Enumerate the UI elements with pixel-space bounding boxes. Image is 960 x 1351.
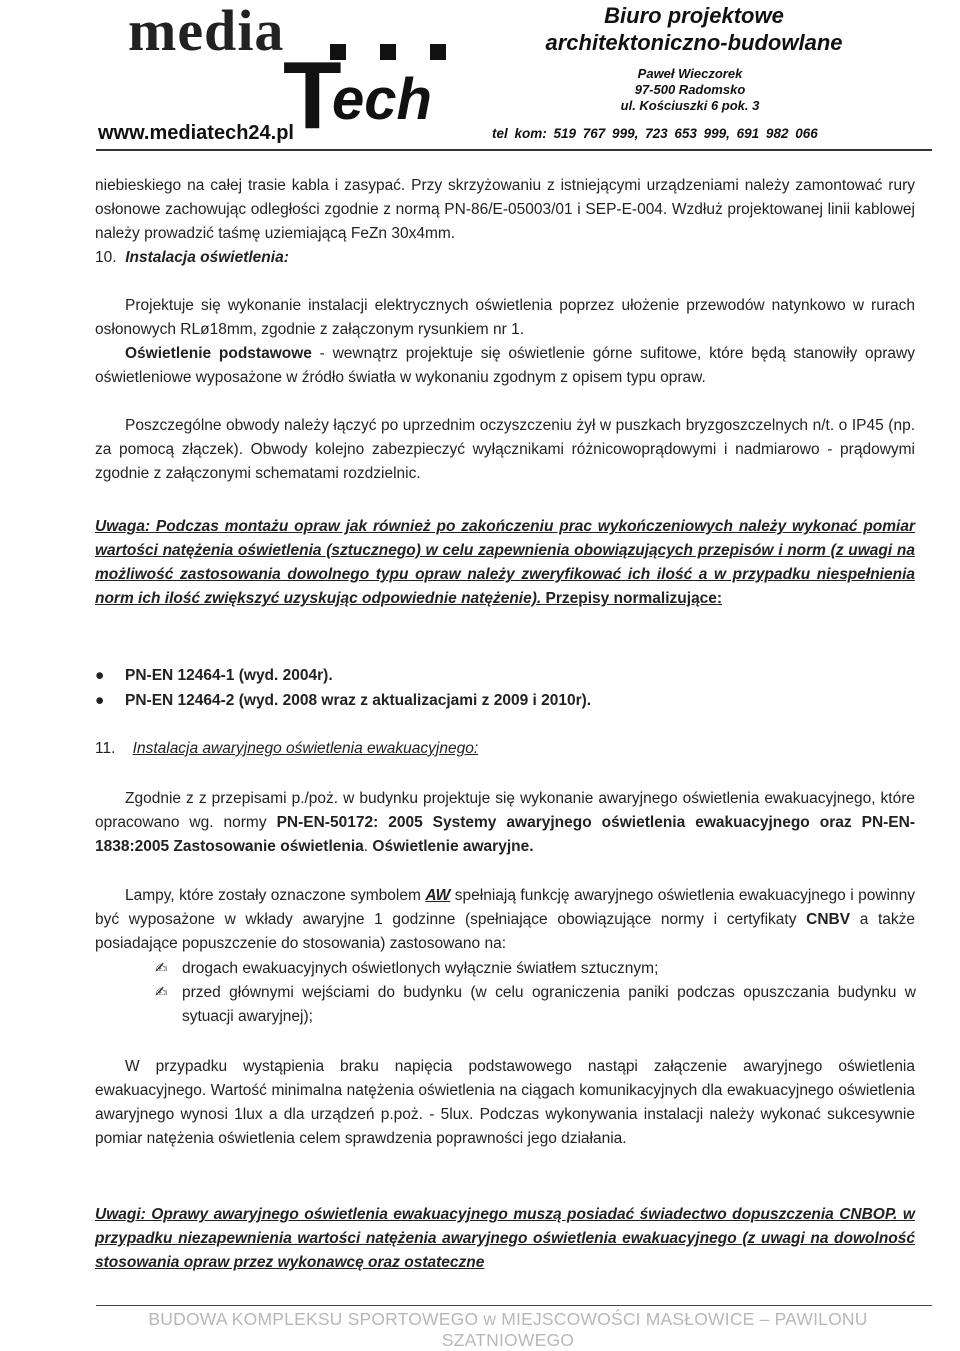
header-divider	[96, 149, 932, 151]
logo-dots	[330, 44, 480, 65]
checkmark-icon: ✍	[155, 960, 168, 977]
section-10-basic-lighting: Oświetlenie podstawowe - wewnątrz projektuje się oświetlenie górne sufitowe, które będą stanowiły oprawy oświetleniowe wyposażone w źródło światła w wykonaniu zgodnym z opisem typu opraw.	[95, 345, 915, 386]
footer-divider	[96, 1305, 932, 1306]
section-10-circuits: Poszczególne obwody należy łączyć po uprzednim oczyszczeniu żył w puszkach bryzgoszczelnych n/t. o IP45 (np. za pomocą złączek). Obwody kolejno zabezpieczyć wyłącznikami różnicowoprądowymi i nadmiarowo - prądowymi zgodnie z załączonymi schematami rozdzielnic.	[95, 417, 915, 482]
section-11-intro: Zgodnie z z przepisami p./poż. w budynku projektuje się wykonanie awaryjnego oświetlenia ewakuacyjnego, które opracowano wg. normy PN-EN-50172: 2005 Systemy awaryjnego oświetlenia ewakuacyjnego oraz PN-EN-1838:2005 Zastosowanie oświetlenia. Oświetlenie awaryjne.	[95, 790, 915, 855]
document-page: media T ech www.mediatech24.pl Biuro projektowe architektoniczno-budowlane Paweł Wieczorek 97-500 Radomsko ul. Kościuszki 6 pok. 3 tel kom: 519 767 999, 723 653 999, 691 982 066 niebieskiego na całej trasie kabla i zasypać. Przy skrzyżowaniu z istniejącymi urządzeniami należy zamontować rury osłonowe zachowując odległości zgodnie z normą PN-86/E-05003/01 i SEP-E-004. Wzdłuż projektowanej linii kablowej należy prowadzić taśmę uziemiającą FeZn 30x4mm. 10. Instalacja oświetlenia: Projektuje się wykonanie instalacji elektrycznych oświetlenia poprzez ułożenie przewodów natynkowo w rurach osłonowych RLø18mm, zgodnie z załączonym rysunkiem nr 1. Oświetlenie podstawowe - wewnątrz projektuje się oświetlenie górne sufitowe, które będą stanowiły oprawy oświetleniowe wyposażone w źródło światła w wykonaniu zgodnym z opisem typu opraw. Poszczególne obwody należy łączyć po uprzednim oczyszczeniu żył w puszkach bryzgoszczelnych n/t. o IP45 (np. za pomocą złączek). Obwody kolejno zabezpieczyć wyłącznikami różnicowoprądowymi i nadmiarowo - prądowymi zgodnie z załączonymi schematami rozdzielnic. Uwaga: Podczas montażu opraw jak również po zakończeniu prac wykończeniowych należy wykonać pomiar wartości natężenia oświetlenia (sztucznego) w celu zapewnienia obowiązujących przepisów i norm (z uwagi na możliwość zastosowania dowolnego typu opraw należy zweryfikować ich ilość a w przypadku niespełnienia norm ich ilość zwiększyć uzyskując odpowiednie natężenie). Przepisy normalizujące: ● PN-EN 12464-1 (wyd. 2004r). ● PN-EN 12464-2 (wyd. 2008 wraz z aktualizacjami z 2009 i 2010r). 11. Instalacja awaryjnego oświetlenia ewakuacyjnego: Zgodnie z z przepisami p./poż. w budynku projektuje się wykonanie awaryjnego oświetlenia ewakuacyjnego, które opracowano wg. normy PN-EN-50172: 2005 Systemy awaryjnego oświetlenia ewakuacyjnego oraz PN-EN-1838:2005 Zastosowanie oświetlenia. Oświetlenie awaryjne. Lampy, które zostały oznaczone symbolem AW spełniają funkcję awaryjnego oświetlenia ewakuacyjnego i powinny być wyposażone w wkłady awaryjne 1 godzinne (spełniające obowiązujące normy i certyfikaty CNBV a także posiadające popuszczenie do stosowania) zastosowano na: ✍ drogach ewakuacyjnych oświetlonych wyłącznie światłem sztucznym; ✍ przed głównymi wejściami do budynku (w celu ograniczenia paniki podczas opuszczania budynku w sytuacji awaryjnej); W przypadku wystąpienia braku napięcia podstawowego nastąpi załączenie awaryjnego oświetlenia ewakuacyjnego. Wartość minimalna natężenia oświetlenia na ciągach komunikacyjnych dla ewakuacyjnego oświetlenia awaryjnego wynosi 1lux a dla urządzeń p.poż. - 5lux. Podczas wykonywania instalacji należy wykonać sukcesywnie pomiar natężenia oświetlenia celem sprawdzenia poprawności jego działania. Uwagi: Oprawy awaryjnego oświetlenia ewakuacyjnego muszą posiadać świadectwo dopuszczenia CNBOP. w przypadku niezapewnienia wartości natężenia awaryjnego oświetlenia ewakuacyjnego (z uwagi na dowolność stosowania opraw przez wykonawcę oraz ostateczne BUDOWA KOMPLEKSU SPORTOWEGO w MIEJSCOWOŚCI MASŁOWICE – PAWILONU SZATNIOWEGO	[0, 0, 960, 1330]
logo-media-text: media	[128, 0, 285, 63]
letterhead	[0, 0, 960, 152]
section-11-aw-lamps: Lampy, które zostały oznaczone symbolem AW spełniają funkcję awaryjnego oświetlenia ewakuacyjnego i powinny być wyposażone w wkłady awaryjne 1 godzinne (spełniające obowiązujące normy i certyfikaty CNBV a także posiadające popuszczenie do stosowania) zastosowano na:	[95, 887, 916, 952]
section-10-intro: Projektuje się wykonanie instalacji elektrycznych oświetlenia poprzez ułożenie przewodów natynkowo w rurach osłonowych RLø18mm, zgodnie z załączonym rysunkiem nr 1.	[95, 297, 915, 338]
section-10-heading: 10. Instalacja oświetlenia:	[95, 249, 289, 266]
company-address: Paweł Wieczorek 97-500 Radomsko ul. Kościuszki 6 pok. 3	[620, 66, 760, 113]
paragraph-cable: niebieskiego na całej trasie kabla i zasypać. Przy skrzyżowaniu z istniejącymi urządzeniami należy zamontować rury osłonowe zachowując odległości zgodnie z normą PN-86/E-05003/01 i SEP-E-004. Wzdłuż projektowanej linii kablowej należy prowadzić taśmę uziemiającą FeZn 30x4mm.	[95, 177, 915, 242]
logo-tech-t: T	[283, 42, 342, 149]
logo-tech-rest: ech	[332, 67, 432, 132]
checkmark-icon: ✍	[155, 984, 168, 1001]
section-11-heading: 11. Instalacja awaryjnego oświetlenia ewakuacyjnego:	[95, 740, 479, 757]
section-11-power-failure: W przypadku wystąpienia braku napięcia podstawowego nastąpi załączenie awaryjnego oświetlenia ewakuacyjnego. Wartość minimalna natężenia oświetlenia na ciągach komunikacyjnych dla ewakuacyjnego oświetlenia awaryjnego wynosi 1lux a dla urządzeń p.poż. - 5lux. Podczas wykonywania instalacji należy wykonać sukcesywnie pomiar natężenia oświetlenia celem sprawdzenia poprawności jego działania.	[95, 1058, 915, 1147]
company-name: Biuro projektowe architektoniczno-budowlane	[545, 3, 843, 55]
website-link[interactable]: www.mediatech24.pl	[98, 122, 294, 144]
phone-numbers: tel kom: 519 767 999, 723 653 999, 691 982 066	[492, 126, 818, 141]
section-11-note: Uwagi: Oprawy awaryjnego oświetlenia ewakuacyjnego muszą posiadać świadectwo dopuszczenia CNBOP. w przypadku niezapewnienia wartości natężenia awaryjnego oświetlenia ewakuacyjnego (z uwagi na dowolność stosowania opraw przez wykonawcę oraz ostateczne	[95, 1206, 915, 1271]
section-10-note: Uwaga: Podczas montażu opraw jak również po zakończeniu prac wykończeniowych należy wykonać pomiar wartości natężenia oświetlenia (sztucznego) w celu zapewnienia obowiązujących przepisów i norm (z uwagi na możliwość zastosowania dowolnego typu opraw należy zweryfikować ich ilość a w przypadku niespełnienia norm ich ilość zwiększyć uzyskując odpowiednie natężenie). Przepisy normalizujące:	[95, 518, 915, 607]
page-footer: BUDOWA KOMPLEKSU SPORTOWEGO w MIEJSCOWOŚCI MASŁOWICE – PAWILONU SZATNIOWEGO	[148, 1309, 868, 1350]
